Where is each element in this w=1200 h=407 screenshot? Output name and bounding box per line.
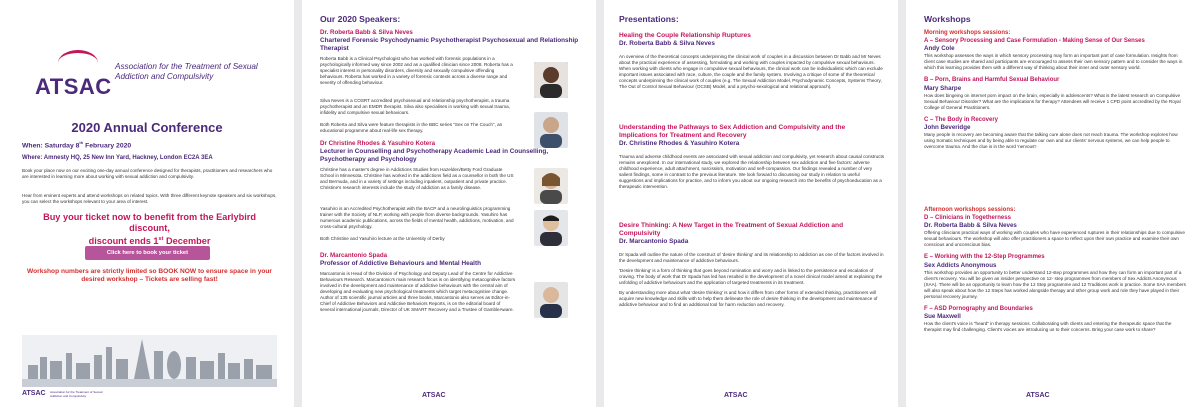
workshop-title: C – The Body in Recovery [924,116,999,123]
presentation-body: An overview of the theoretical concepts underpinning the clinical work of couples in a discussion between Dr Babb and Mr Neves about the practical experience of assessing, formulating and working with couples impacted by compulsive sexual behaviours. When working with clients who engage in compulsive sexual behaviours, the clinical work can be individualistic which can exclude important issues associated with race, culture, the couple and the family system. Involving a critique of some of the theoretical concepts underpinning the clinical work of couples (e.g. The Sexual Addiction Model, Psychodynamic Concepts, Systems Theory, The Out of Control Sexual Behaviour (OCSB) Model, and a psycho-sexological and relational approach). [619,54,883,89]
intro-paragraph-2: Hear from eminent experts and attend workshops on related topics. With three different keynote speakers and six workshops, you can select the workshops relevant to your area of interest. [22,193,277,204]
speaker-name: Dr Christine Rhodes & Yasuhiro Kotera [320,140,436,147]
speaker-role: Chartered Forensic Psychodynamic Psychotherapist Psychosexual and Relationship Therapist [320,37,579,52]
atsac-logo-arc [58,50,98,76]
workshop-presenter: Andy Cole [924,45,955,52]
conference-title: 2020 Annual Conference [71,120,223,135]
event-date: When: Saturday 8th February 2020 [22,140,132,150]
speaker-name: Dr. Marcantonio Spada [320,252,388,259]
speaker-bio: Both Roberta and Silva were feature therapists in the BBC series "Sex on The Couch", an educational programme about real-life sex therapy. [320,122,503,133]
workshops-heading: Workshops [924,14,971,24]
workshop-title: A – Sensory Processing and Case Formulation - Making Sense of Our Senses [924,37,1145,44]
workshop-title: D – Clinicians in Togetherness [924,214,1011,221]
speaker-photo [534,168,568,204]
morning-sessions-label: Morning workshops sessions: [924,30,1011,36]
atsac-logo: ATSAC [35,74,112,99]
page-speakers [302,0,596,407]
presentations-heading: Presentations: [619,14,679,24]
intro-paragraph-1: Book your place now on our exciting one-day annual conference designed for therapists, practitioners and researchers who are interested in learning more about working with sexual addiction and compulsivity. [22,168,273,179]
workshop-body: How the client's voice is "heard" in therapy sessions. Collaborating with clients and entering the therapeutic space that the therapist may find challenging. Client's voices are introducing us to their concerns. Bring your case work to share? [924,321,1172,332]
presentation-title: Healing the Couple Relationship Ruptures [619,32,751,39]
workshop-presenter: Mary Sharpe [924,84,962,92]
presentation-body: Dr Spada will outline the nature of the construct of 'desire thinking' and its relationship to addiction as one of the factors involved in the development and maintenance of addictive behaviours. [619,252,884,263]
event-location: Where: Amnesty HQ, 25 New Inn Yard, Hackney, London EC2A 3EA [22,155,213,161]
page-workshops [906,0,1200,407]
speaker-photo [534,282,568,318]
book-ticket-button[interactable]: Click here to book your ticket [85,246,210,260]
presentation-block-1 [619,32,885,90]
workshop-body: How does bingeing on internet porn impact on the brain, especially in adolescents? What is the latest research on Compulsive Sexual Behaviour Disorder? What are the implications for therapy? Attendees will receive 1 CPD point accredited by the Royal College of General Practitioners. [924,92,1181,110]
presentation-presenter: Dr. Christine Rhodes & Yasuhiro Kotera [619,140,740,147]
london-skyline-image [22,335,277,387]
logo-tagline: Association for the Treatment of Sexual Addiction and Compulsivity [115,62,258,81]
earlybird-notice: Buy your ticket now to benefit from the Earlybird discount, discount ends 1st December [43,212,256,247]
workshop-body: This workshop assesses the ways in which sensory processing may form an important part of case formulation. Insights from client case studies are shared and participants are encouraged to assess their own sensory pattern and to consider the ways in which this learning provides them with a different way of thinking about their inner and outer sensory world. [924,53,1183,70]
footer-logo: ATSAC [422,392,446,399]
speaker-bio: Silva Neves is a COSRT accredited psychosexual and relationship psychotherapist, a trauma psychotherapist and an EMDR therapist. Silva also specialises in working with sexual trauma, infidelity and compulsive sexual behaviours. [320,98,510,115]
presentation-presenter: Dr. Roberta Babb & Silva Neves [619,40,715,47]
workshop-title: E – Working with the 12-Step Programmes [924,254,1045,260]
afternoon-sessions-label: Afternoon workshops sessions: [924,207,1016,213]
speaker-block-babb-neves [320,29,582,53]
speaker-photo [534,62,568,98]
presentation-body: Trauma and adverse childhood events are associated with sexual addiction and compulsivity, yet research about causal constructs remains unexplored. In our international study, we explored the relationship between sex addiction and five factors: adverse childhood experience, adult attachment, narcissism, motivation and self-compassion. Our findings revealed a number of very salient findings, some in contrast to the previous literature. We look forward to discussing our study in relation to useful suggestions and implications for practice, and to inform you about our ongoing research into the benefits of psychoeducation as a therapeutic intervention. [619,154,885,189]
speaker-bio: Marcantonio is Head of the Division of Psychology and Deputy Lead of the Centre for Addictive Behaviours Research. Marcantonio's main research focus is on identifying metacognitive factors involved in the development and maintenance of addictive behaviours with the central aim of developing and evaluating new psychological treatments which target metacognitive change. Author of 135 scientific journal articles and three books, Marcantonio also serves as Editor-in-Chief of Addictive Behaviors and Addictive Behaviors Reports, is on the editorial board of several international journals, Director of UK SMART Recovery and a Trustee of GambleAware. [320,271,516,312]
page-presentations [604,0,898,407]
speaker-block-spada [320,252,582,268]
presentation-title: Desire Thinking: A New Target in the Treatment of Sexual Addiction and Compulsivity [619,222,844,237]
presentation-body: 'Desire thinking' is a form of thinking that goes beyond rumination and worry and is linked to the persistence and escalation of craving. The body of work that Dr Spada has led has resulted in the development of a novel clinical model aimed at explaining the unfolding of addictive behaviours and the application of targeted treatments in its treatment. [619,268,883,285]
presentation-body: By understanding more about what 'desire thinking' is and how it differs from other forms of extended thinking, practitioners will acquire new knowledge and skills with to help them delineate the role of desire thinking in the development and maintenance of addictive behaviour and to find an additional tool for harm reduction and recovery. [619,290,878,307]
footer-logo: ATSAC [1026,392,1050,399]
page-cover [0,0,294,407]
afternoon-workshops [924,207,1188,333]
speakers-heading: Our 2020 Speakers: [320,14,401,24]
workshop-body: This workshop provides an opportunity to better understand 12-step programmes and how they can form an important part of a client's recovery. You will be given an insider perspective on 12- step programmes from members of Sex Addicts Anonymous (SAA). There will be an opportunity to learn how the 12 Step programme and 12 Traditions work in practice. Some SAA members will also speak about how the 12 Steps has worked alongside therapy and other group work and role they have played in their personal recovery journey. [924,269,1186,299]
footer-logo: ATSAC [724,392,748,399]
limited-places-notice: Workshop numbers are strictly limited so BOOK NOW to ensure space in your desired workshop – Tickets are selling fast! [27,268,272,284]
presentation-presenter: Dr. Marcantonio Spada [619,238,689,245]
workshop-presenter: John Beveridge [924,124,971,131]
workshop-presenter: Sue Maxwell [924,313,961,320]
speaker-block-rhodes-kotera [320,140,582,164]
presentation-block-2 [619,124,885,190]
speaker-name: Dr. Roberta Babb & Silva Neves [320,29,413,36]
presentation-block-3 [619,222,885,308]
workshop-body: Many people in recovery are becoming aware that the talking cure alone does not reach trauma. The workshop explores how using Somatic techniques and by being able to regulate our own and our clients' nervous systems, we can help people to overcome trauma. And the clue is in the word 'nervous'! [924,132,1178,149]
workshop-title: F – ASD Pornography and Boundaries [924,305,1033,312]
workshop-presenter: Dr. Roberta Babb & Silva Neves [924,222,1017,229]
speaker-bio: Roberta Babb is a Clinical Psychologist who has worked with forensic populations in a psychologically informed way since 2002 and as a qualified clinician since 2008. Roberta has a specialist interest in personality disorders, diversity and sexually compulsive offending behaviours. Roberta has worked in a variety of forensic contexts across a diverse range and severity of offending behaviour. [320,56,513,85]
morning-workshops [924,30,1188,150]
presentation-title: Understanding the Pathways to Sex Addiction and Compulsivity and the Implications for Treatment and Recovery [619,124,846,139]
speaker-bio: Christine has a master's degree in Addictions Studies from Hazelden/Betty Ford Graduate School in Minnesota. Christine has worked in the addictions field as a counsellor in both the US and Bermuda, and in a variety of settings including inpatient, outpatient and private practice. Christine's research interests include the study of addiction as a family disease. [320,167,514,190]
speaker-role: Professor of Addictive Behaviours and Mental Health [320,260,481,267]
speaker-bio: Yasuhiro is an Accredited Psychotherapist with the BACP and a neurolinguistics programming trainer with the Society of NLP, working with people from diverse backgrounds. Yasuhiro has numerous academic publications, across the fields of mental health, addictions, motivation, and cross-cultural psychology. [320,206,514,229]
workshop-presenter: Sex Addicts Anonymous [924,261,997,269]
footer-tagline: Association for the Treatment of Sexual Addiction and Compulsivity [50,390,103,398]
speaker-photo [534,210,568,246]
speaker-bio: Both Christine and Yasuhiro lecture at the University of Derby [320,236,445,241]
footer-logo: ATSAC [22,390,46,397]
workshop-title: B – Porn, Brains and Harmful Sexual Behaviour [924,77,1060,83]
workshop-body: Offering clinicians practical ways of working with couples who have experienced ruptures in their relationships due to compulsive sexual behaviours. The workshop will also offer practitioners a space to reflect upon their own practice and examine their own conscious and unconscious bias. [924,230,1185,247]
speaker-role: Lecturer in Counselling and Psychotherapy Academic Lead in Counselling, Psychotherapy and Psychology [320,148,549,163]
